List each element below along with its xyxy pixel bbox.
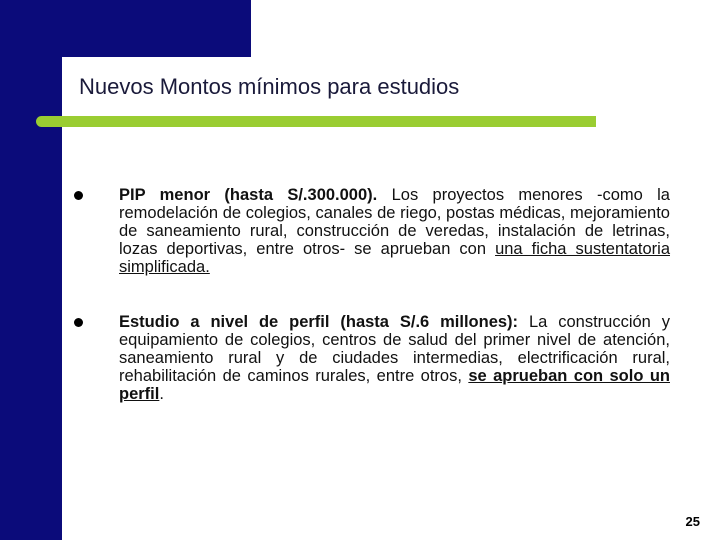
slide-title: Nuevos Montos mínimos para estudios — [79, 74, 460, 99]
top-navy-block — [62, 0, 251, 57]
bullet-dot — [74, 191, 83, 200]
green-accent-bar — [36, 116, 596, 127]
bullet-item-pip-menor — [119, 186, 670, 276]
bullet-underlined-text: se aprueban con solo un perfil — [119, 367, 670, 403]
bullet-body: Los proyectos menores -como la remodelación de colegios, canales de riego, postas médicas, mejoramiento de saneamiento rural, construcción de veredas, instalación de letrinas, lozas deportivas, entre otros- se aprueban con — [119, 186, 670, 258]
bullet-body: La construcción y equipamiento de colegios, centros de salud del primer nivel de atención, saneamiento rural y de ciudades intermedias, electrificación rural, rehabilitación de caminos rurales, entre otros, — [119, 313, 670, 385]
bullet-heading: PIP menor (hasta S/.300.000). — [119, 186, 378, 204]
bullet-underlined-text: una ficha sustentatoria simplificada. — [119, 240, 670, 276]
left-navy-bar — [0, 0, 62, 540]
bullet-heading: Estudio a nivel de perfil (hasta S/.6 millones): — [119, 313, 519, 331]
bullet-tail: . — [159, 385, 164, 403]
bullet-dot — [74, 318, 83, 327]
bullet-item-perfil — [119, 313, 670, 403]
page-number: 25 — [685, 514, 700, 529]
